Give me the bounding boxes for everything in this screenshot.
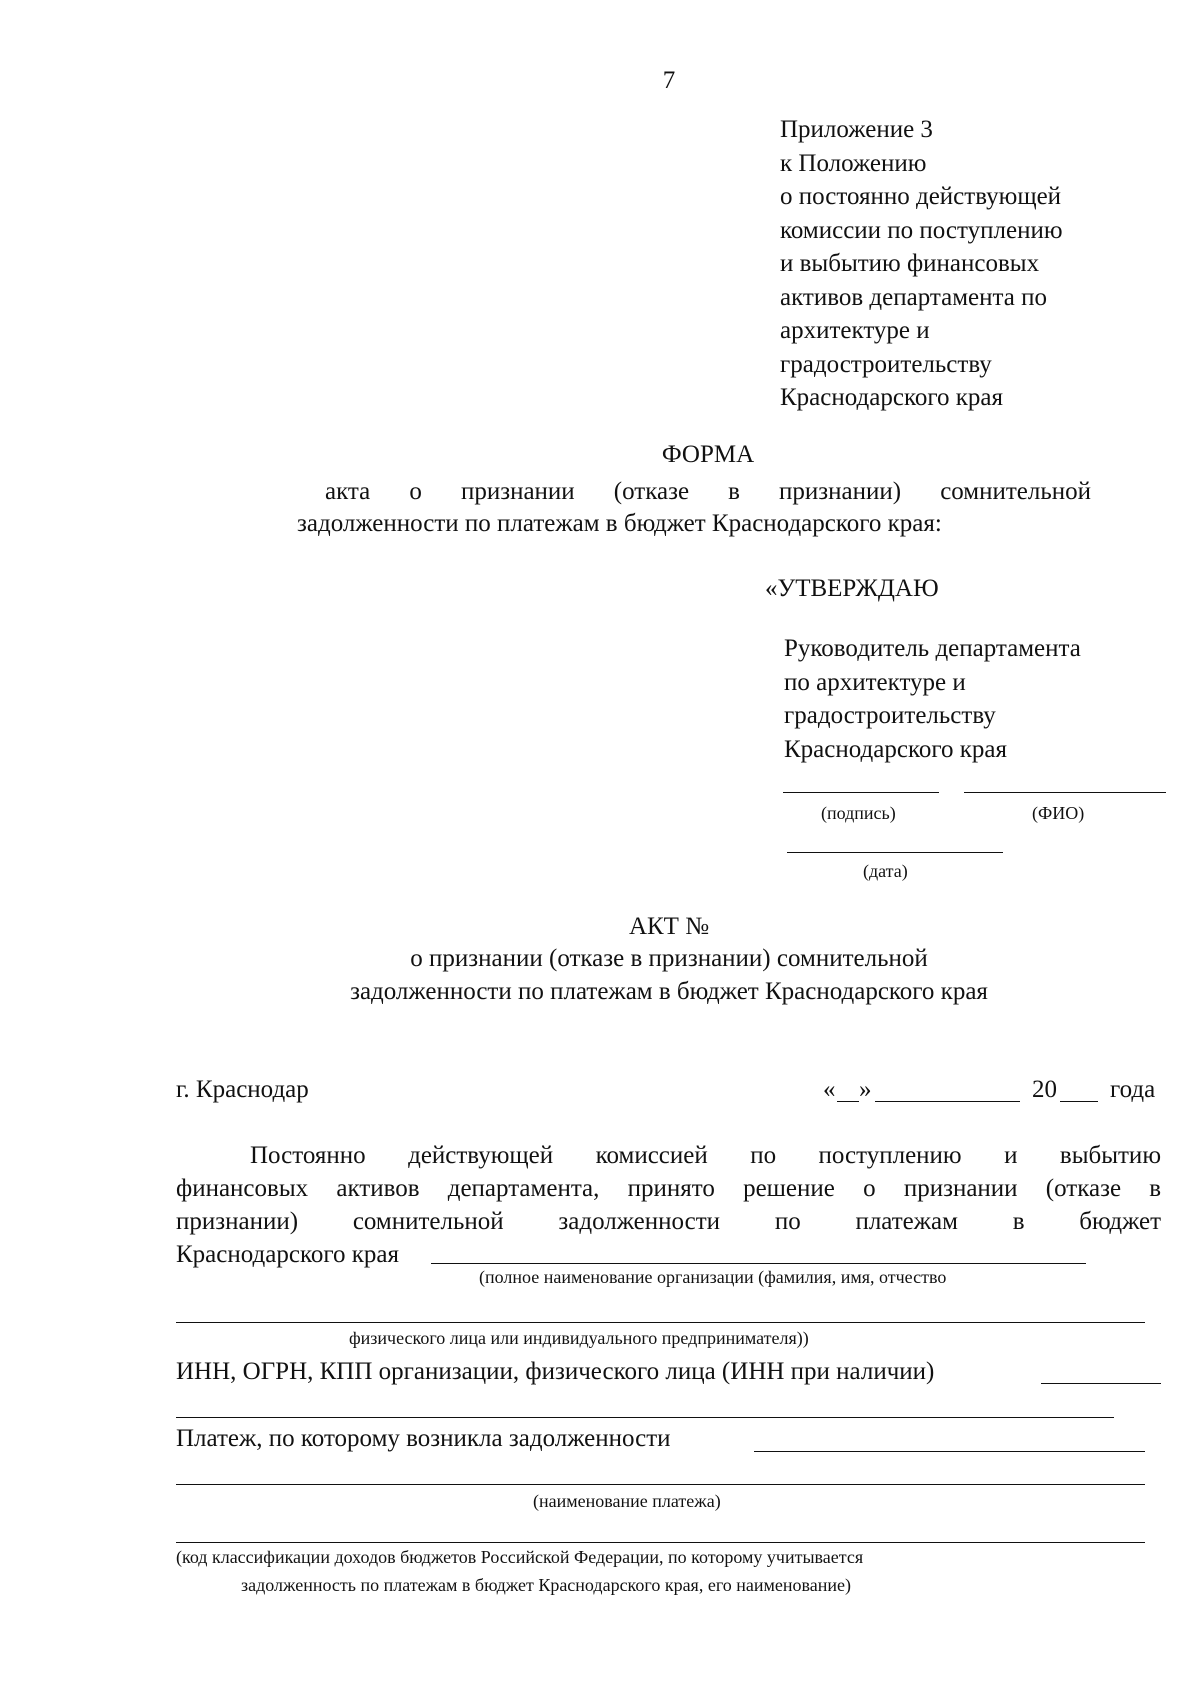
signature-line[interactable] [783, 792, 939, 793]
appendix-header [780, 113, 1140, 415]
appendix-line: Приложение 3 [780, 116, 933, 143]
region-text: Краснодарского края [176, 1241, 399, 1268]
appendix-line: к Положению [780, 149, 927, 177]
form-subtitle-word: сомнительной [940, 478, 1092, 505]
inn-line[interactable] [1041, 1383, 1161, 1384]
paragraph-line: финансовых активов департамента, принято решение о признании (отказе в [176, 1175, 1162, 1202]
page-number: 7 [662, 67, 676, 94]
appendix-line: о постоянно действующей [780, 183, 1062, 210]
year-line[interactable] [1060, 1101, 1098, 1102]
quote-open: « [823, 1076, 836, 1103]
month-line[interactable] [875, 1101, 1020, 1102]
approver-position [784, 632, 1144, 766]
act-subtitle-line-2: задолженности по платежам в бюджет Краснодарского края [350, 978, 988, 1005]
approver-position-line: градостроительству [784, 702, 996, 729]
appendix-line: архитектуре и [780, 317, 930, 344]
kbk-caption-2: задолженность по платежам в бюджет Краснодарского края, его наименование) [241, 1575, 852, 1595]
form-subtitle-word: (отказе в признании) [613, 478, 902, 505]
appendix-line: градостроительству [780, 350, 992, 378]
act-date-field [823, 1075, 1161, 1105]
inn-label: ИНН, ОГРН, КПП организации, физического лица (ИНН при наличии) [176, 1358, 935, 1385]
inn-line-2[interactable] [176, 1417, 1114, 1418]
year-prefix: 20 [1032, 1076, 1057, 1103]
act-title: АКТ № [628, 913, 710, 940]
approval-date-line[interactable] [787, 852, 1003, 853]
form-subtitle-line-2: задолженности по платежам в бюджет Краснодарского края: [297, 510, 942, 537]
approver-position-line: Руководитель департамента [784, 635, 1081, 662]
form-subtitle-line-1 [325, 477, 1091, 507]
name-caption: (ФИО) [1032, 803, 1085, 823]
organization-name-line-2[interactable] [176, 1322, 1145, 1323]
payment-line-2[interactable] [176, 1484, 1145, 1485]
form-subtitle-word: о [409, 478, 422, 505]
name-line[interactable] [964, 792, 1166, 793]
approver-position-line: Краснодарского края [784, 735, 1007, 763]
approver-position-line: по архитектуре и [784, 668, 966, 696]
decision-paragraph [176, 1139, 1161, 1271]
kbk-line[interactable] [176, 1542, 1145, 1543]
payment-label: Платеж, по которому возникла задолженности [176, 1425, 671, 1452]
act-subtitle-line-1: о признании (отказе в признании) сомнительной [410, 945, 928, 972]
year-suffix: года [1110, 1076, 1156, 1103]
form-title: ФОРМА [661, 441, 755, 468]
approval-date-caption: (дата) [863, 861, 908, 881]
paragraph-line: Постоянно действующей комиссией по поступлению и выбытию [250, 1142, 1161, 1169]
day-line[interactable] [837, 1101, 859, 1102]
form-subtitle-word: акта [325, 478, 371, 505]
organization-caption-1: (полное наименование организации (фамилия, имя, отчество [479, 1267, 947, 1287]
appendix-line: Краснодарского края [780, 384, 1003, 411]
payment-line[interactable] [754, 1451, 1145, 1452]
payment-caption: (наименование платежа) [533, 1491, 721, 1511]
paragraph-line: признании) сомнительной задолженности по платежам в бюджет [176, 1208, 1162, 1235]
quote-close: » [859, 1076, 872, 1103]
appendix-line: комиссии по поступлению [780, 216, 1063, 244]
appendix-line: активов департамента по [780, 283, 1047, 311]
organization-caption-2: физического лица или индивидуального предпринимателя)) [349, 1328, 809, 1348]
signature-caption: (подпись) [821, 803, 896, 823]
approve-label: «УТВЕРЖДАЮ [765, 575, 939, 602]
organization-name-line[interactable] [431, 1263, 1086, 1264]
kbk-caption-1: (код классификации доходов бюджетов Российской Федерации, по которому учитывается [176, 1547, 864, 1567]
appendix-line: и выбытию финансовых [780, 250, 1040, 277]
form-subtitle-word: признании [460, 478, 575, 505]
city: г. Краснодар [176, 1076, 309, 1103]
